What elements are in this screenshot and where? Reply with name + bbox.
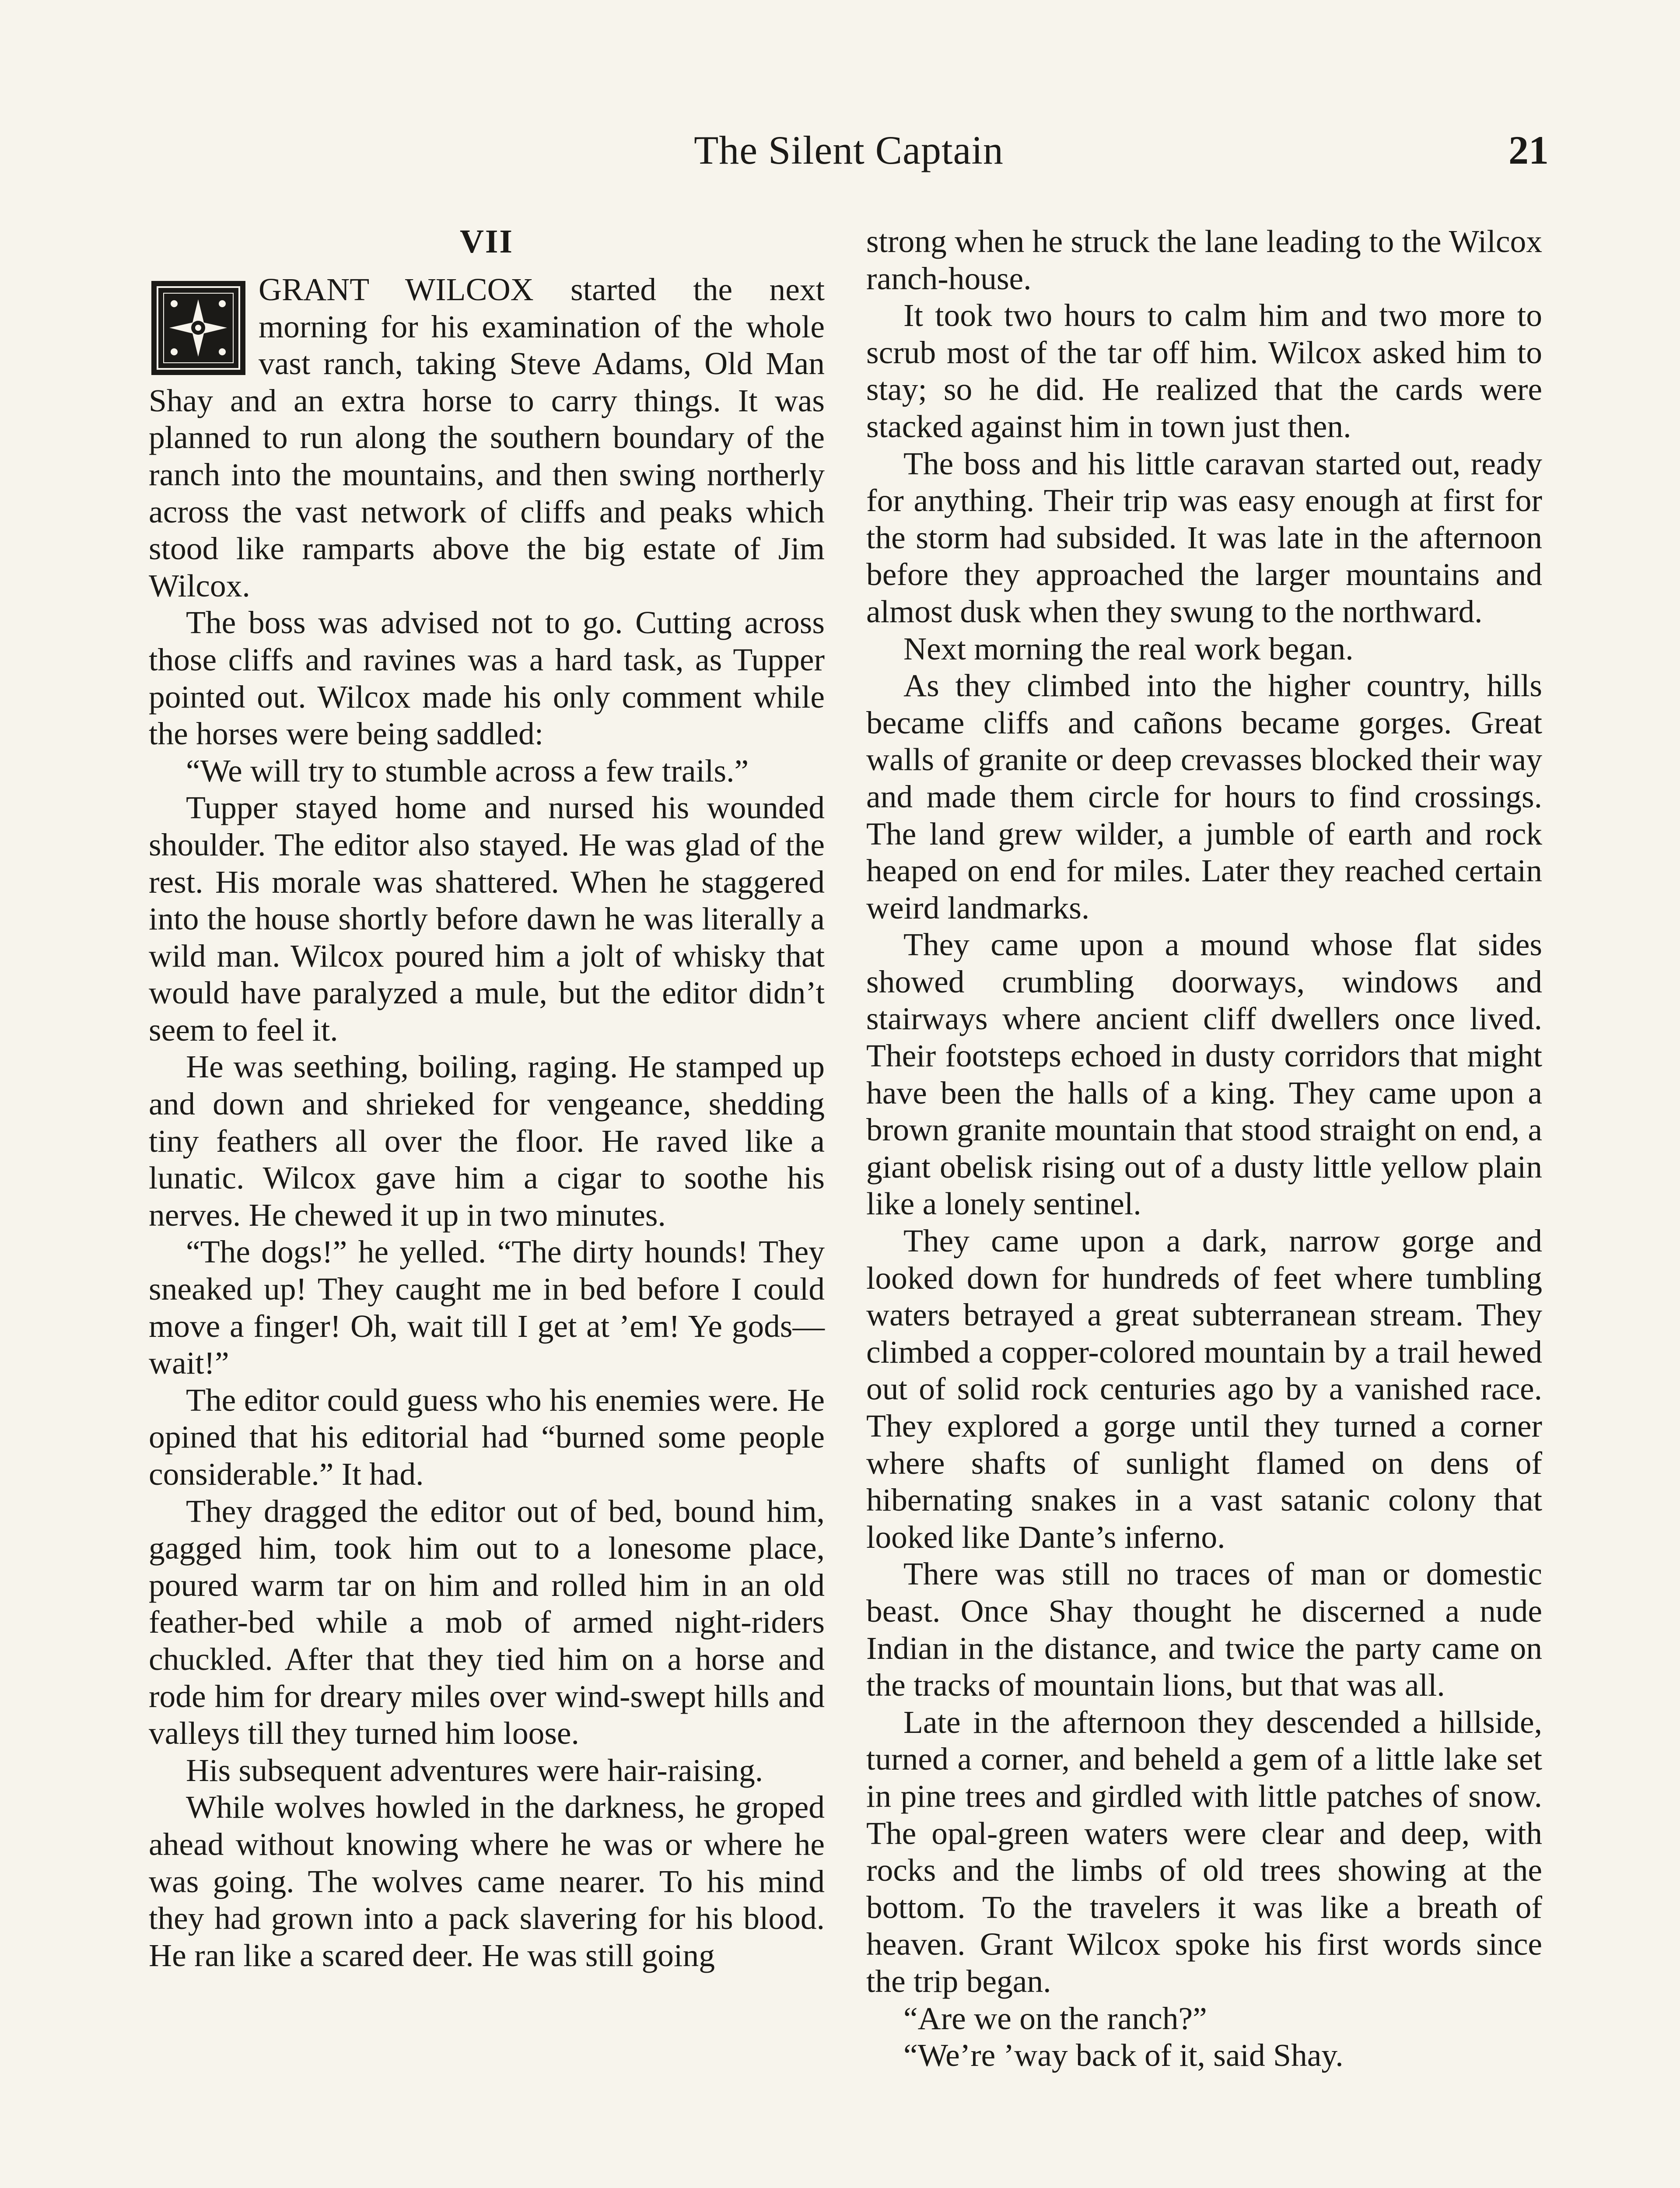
right-column <box>866 223 1542 2074</box>
paragraph: It took two hours to calm him and two more to scrub most of the tar off him. Wilcox asked him to stay; so he did. He realized that the cards were stacked against him in town just then. <box>866 298 1542 444</box>
paragraph: They dragged the editor out of bed, bound him, gagged him, took him out to a lonesome place, poured warm tar on him and rolled him in an old feather-bed while a mob of armed night-riders chuckled. After that they tied him on a horse and rode him for dreary miles over wind-swept hills and valleys till they turned him loose. <box>149 1493 825 1751</box>
paragraph: While wolves howled in the darkness, he groped ahead without knowing where he was or where he was going. The wolves came nearer. To his mind they had grown into a pack slavering for his blood. He ran like a scared deer. He was still going <box>149 1789 825 1973</box>
running-header <box>149 127 1549 193</box>
left-column <box>149 223 825 1974</box>
paragraph: Late in the afternoon they descended a hillside, turned a corner, and beheld a gem of a little lake set in pine trees and girdled with little patches of snow. The opal-green waters were clear and deep, with rocks and the limbs of old trees showing at the bottom. To the travelers it was like a breath of heaven. Grant Wilcox spoke his first words since the trip began. <box>866 1704 1542 1999</box>
paragraph: Tupper stayed home and nursed his wounded shoulder. The editor also stayed. He was glad of the rest. His morale was shattered. When he staggered into the house shortly before dawn he was literally a wild man. Wilcox poured him a jolt of whisky that would have paralyzed a mule, but the editor didn’t seem to feel it. <box>149 790 825 1048</box>
paragraph: “The dogs!” he yelled. “The dirty hounds! They sneaked up! They caught me in bed before I could move a finger! Oh, wait till I get at ’em! Ye gods—wait!” <box>149 1234 825 1381</box>
paragraph: They came upon a mound whose flat sides showed crumbling doorways, windows and stairways where ancient cliff dwellers once lived. Their footsteps echoed in dusty corridors that might have been the halls of a king. They came upon a brown granite mountain that stood straight on end, a giant obelisk rising out of a dusty little yellow plain like a lonely sentinel. <box>866 927 1542 1222</box>
ornamental-letter-icon <box>151 281 245 375</box>
paragraph: His subsequent adventures were hair-raising. <box>186 1752 763 1788</box>
page-number: 21 <box>1508 128 1549 172</box>
paragraph: The editor could guess who his enemies were. He opined that his editorial had “burned some people considerable.” It had. <box>149 1382 825 1492</box>
paragraph: The boss was advised not to go. Cutting across those cliffs and ravines was a hard task, as Tupper pointed out. Wilcox made his only comment while the horses were being saddled: <box>149 605 825 752</box>
paragraph: Next morning the real work began. <box>903 631 1354 666</box>
paragraph: They came upon a dark, narrow gorge and looked down for hundreds of feet where tumbling waters betrayed a great subterranean stream. They climbed a copper-colored mountain by a trail hewed out of solid rock centuries ago by a vanished race. They explored a gorge until they turned a corner where shafts of sunlight flamed on dens of hibernating snakes in a vast satanic colony that looked like Dante’s inferno. <box>866 1223 1542 1555</box>
paragraph: “We will try to stumble across a few trails.” <box>186 753 749 789</box>
page-title: The Silent Captain <box>694 128 1004 172</box>
paragraph: He was seething, boiling, raging. He stamped up and down and shrieked for vengeance, shedding tiny feathers all over the floor. He raved like a lunatic. Wilcox gave him a cigar to soothe his nerves. He chewed it up in two minutes. <box>149 1049 825 1233</box>
chapter-heading: VII <box>459 223 514 260</box>
paragraph: There was still no traces of man or domestic beast. Once Shay thought he discerned a nude Indian in the distance, and twice the party came on the tracks of mountain lions, but that was all. <box>866 1556 1542 1703</box>
paragraph: “We’re ’way back of it, said Shay. <box>903 2037 1344 2073</box>
paragraph: The boss and his little caravan started out, ready for anything. Their trip was easy enough at first for the storm had subsided. It was late in the afternoon before they approached the larger mountains and almost dusk when they swung to the northward. <box>866 445 1542 629</box>
paragraph: “Are we on the ranch?” <box>903 2000 1207 2036</box>
paragraph: As they climbed into the higher country, hills became cliffs and cañons became gorges. Great walls of granite or deep crevasses blocked their way and made them circle for hours to find crossings. The land grew wilder, a jumble of earth and rock heaped on end for miles. Later they reached certain weird landmarks. <box>866 668 1542 926</box>
paragraph: strong when he struck the lane leading to the Wilcox ranch-house. <box>866 224 1542 296</box>
paragraph: GRANT WILCOX started the next morning for his examination of the whole vast ranch, taking Steve Adams, Old Man Shay and an extra horse to carry things. It was planned to run along the southern boundary of the ranch into the mountains, and then swing northerly across the vast network of cliffs and peaks which stood like ramparts above the big estate of Jim Wilcox. <box>149 272 825 603</box>
